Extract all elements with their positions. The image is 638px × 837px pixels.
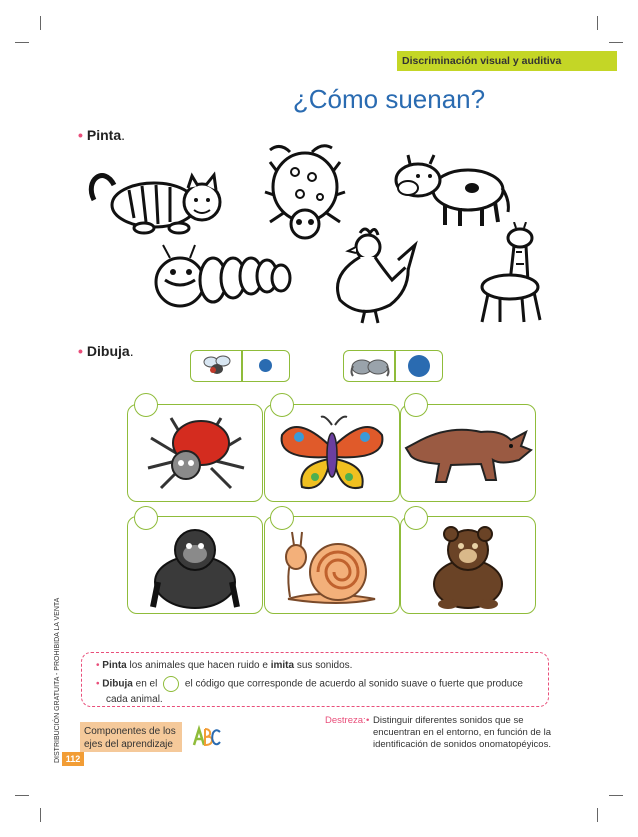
crop-mark (40, 808, 41, 822)
animal-card-rhinoceros (400, 404, 536, 502)
large-circle-code (408, 355, 430, 377)
instruction-pinta: • Pinta. (78, 127, 126, 143)
destreza-text: Distinguir diferentes sonidos que se encuentran en el entorno, en función de la identificación de sonidos onomatopéyicos. (373, 715, 551, 750)
crop-mark (597, 808, 598, 822)
answer-circle[interactable] (134, 393, 158, 417)
componentes-label: Componentes de los ejes del aprendizaje (80, 722, 182, 752)
cow-outline-icon (390, 150, 515, 230)
instruction-line-2: • Dibuja en el el código que corresponde de acuerdo al sonido suave o fuerte que produce (82, 673, 548, 692)
section-header (397, 51, 617, 71)
gorilla-icon (148, 522, 242, 610)
bullet: • (96, 678, 100, 690)
animal-card-butterfly (264, 404, 400, 502)
distribution-notice: DISTRIBUCIÓN GRATUITA - PROHIBIDA LA VENTA (54, 597, 61, 763)
answer-circle[interactable] (270, 393, 294, 417)
instruction-dibuja: • Dibuja. (78, 343, 134, 359)
section-header-label: Discriminación visual y auditiva (402, 55, 562, 67)
crop-mark (609, 42, 623, 43)
caterpillar-outline-icon (145, 240, 295, 315)
instruction-line-3: cada animal. (106, 694, 163, 705)
snail-icon (280, 527, 384, 605)
animal-card-bear (400, 516, 536, 614)
bullet: • (96, 660, 100, 671)
inline-circle-icon (163, 676, 179, 692)
destreza-label: Destreza: (325, 715, 366, 726)
abc-logo-icon (190, 723, 222, 751)
bullet: • (78, 127, 83, 143)
code-key-soft (190, 350, 290, 382)
spider-icon (146, 413, 246, 493)
crop-mark (15, 795, 29, 796)
divider (394, 351, 396, 381)
animal-card-snail (264, 516, 400, 614)
bear-icon (423, 522, 513, 610)
crop-mark (597, 16, 598, 30)
answer-circle[interactable] (404, 506, 428, 530)
crop-mark (15, 42, 29, 43)
cat-outline-icon (84, 160, 234, 235)
fly-icon (203, 354, 231, 378)
animal-card-spider (127, 404, 263, 502)
page-number: 112 (62, 752, 84, 766)
giraffe-outline-icon (470, 222, 550, 327)
bullet: • (78, 343, 83, 359)
instruction-line-1: • Pinta los animales que hacen ruido e imita sus sonidos. (96, 660, 353, 671)
answer-circle[interactable] (404, 393, 428, 417)
teacher-instructions-box (81, 652, 549, 707)
code-key-loud (343, 350, 443, 382)
answer-circle[interactable] (270, 506, 294, 530)
hen-outline-icon (320, 225, 420, 325)
butterfly-icon (277, 415, 387, 493)
bullet: • (366, 715, 370, 726)
page-title: ¿Cómo suenan? (292, 84, 486, 114)
elephants-icon (350, 356, 390, 378)
divider (241, 351, 243, 381)
crop-mark (40, 16, 41, 30)
small-circle-code (259, 359, 272, 372)
crop-mark (609, 795, 623, 796)
rhinoceros-icon (401, 420, 535, 490)
answer-circle[interactable] (134, 506, 158, 530)
animal-card-gorilla (127, 516, 263, 614)
